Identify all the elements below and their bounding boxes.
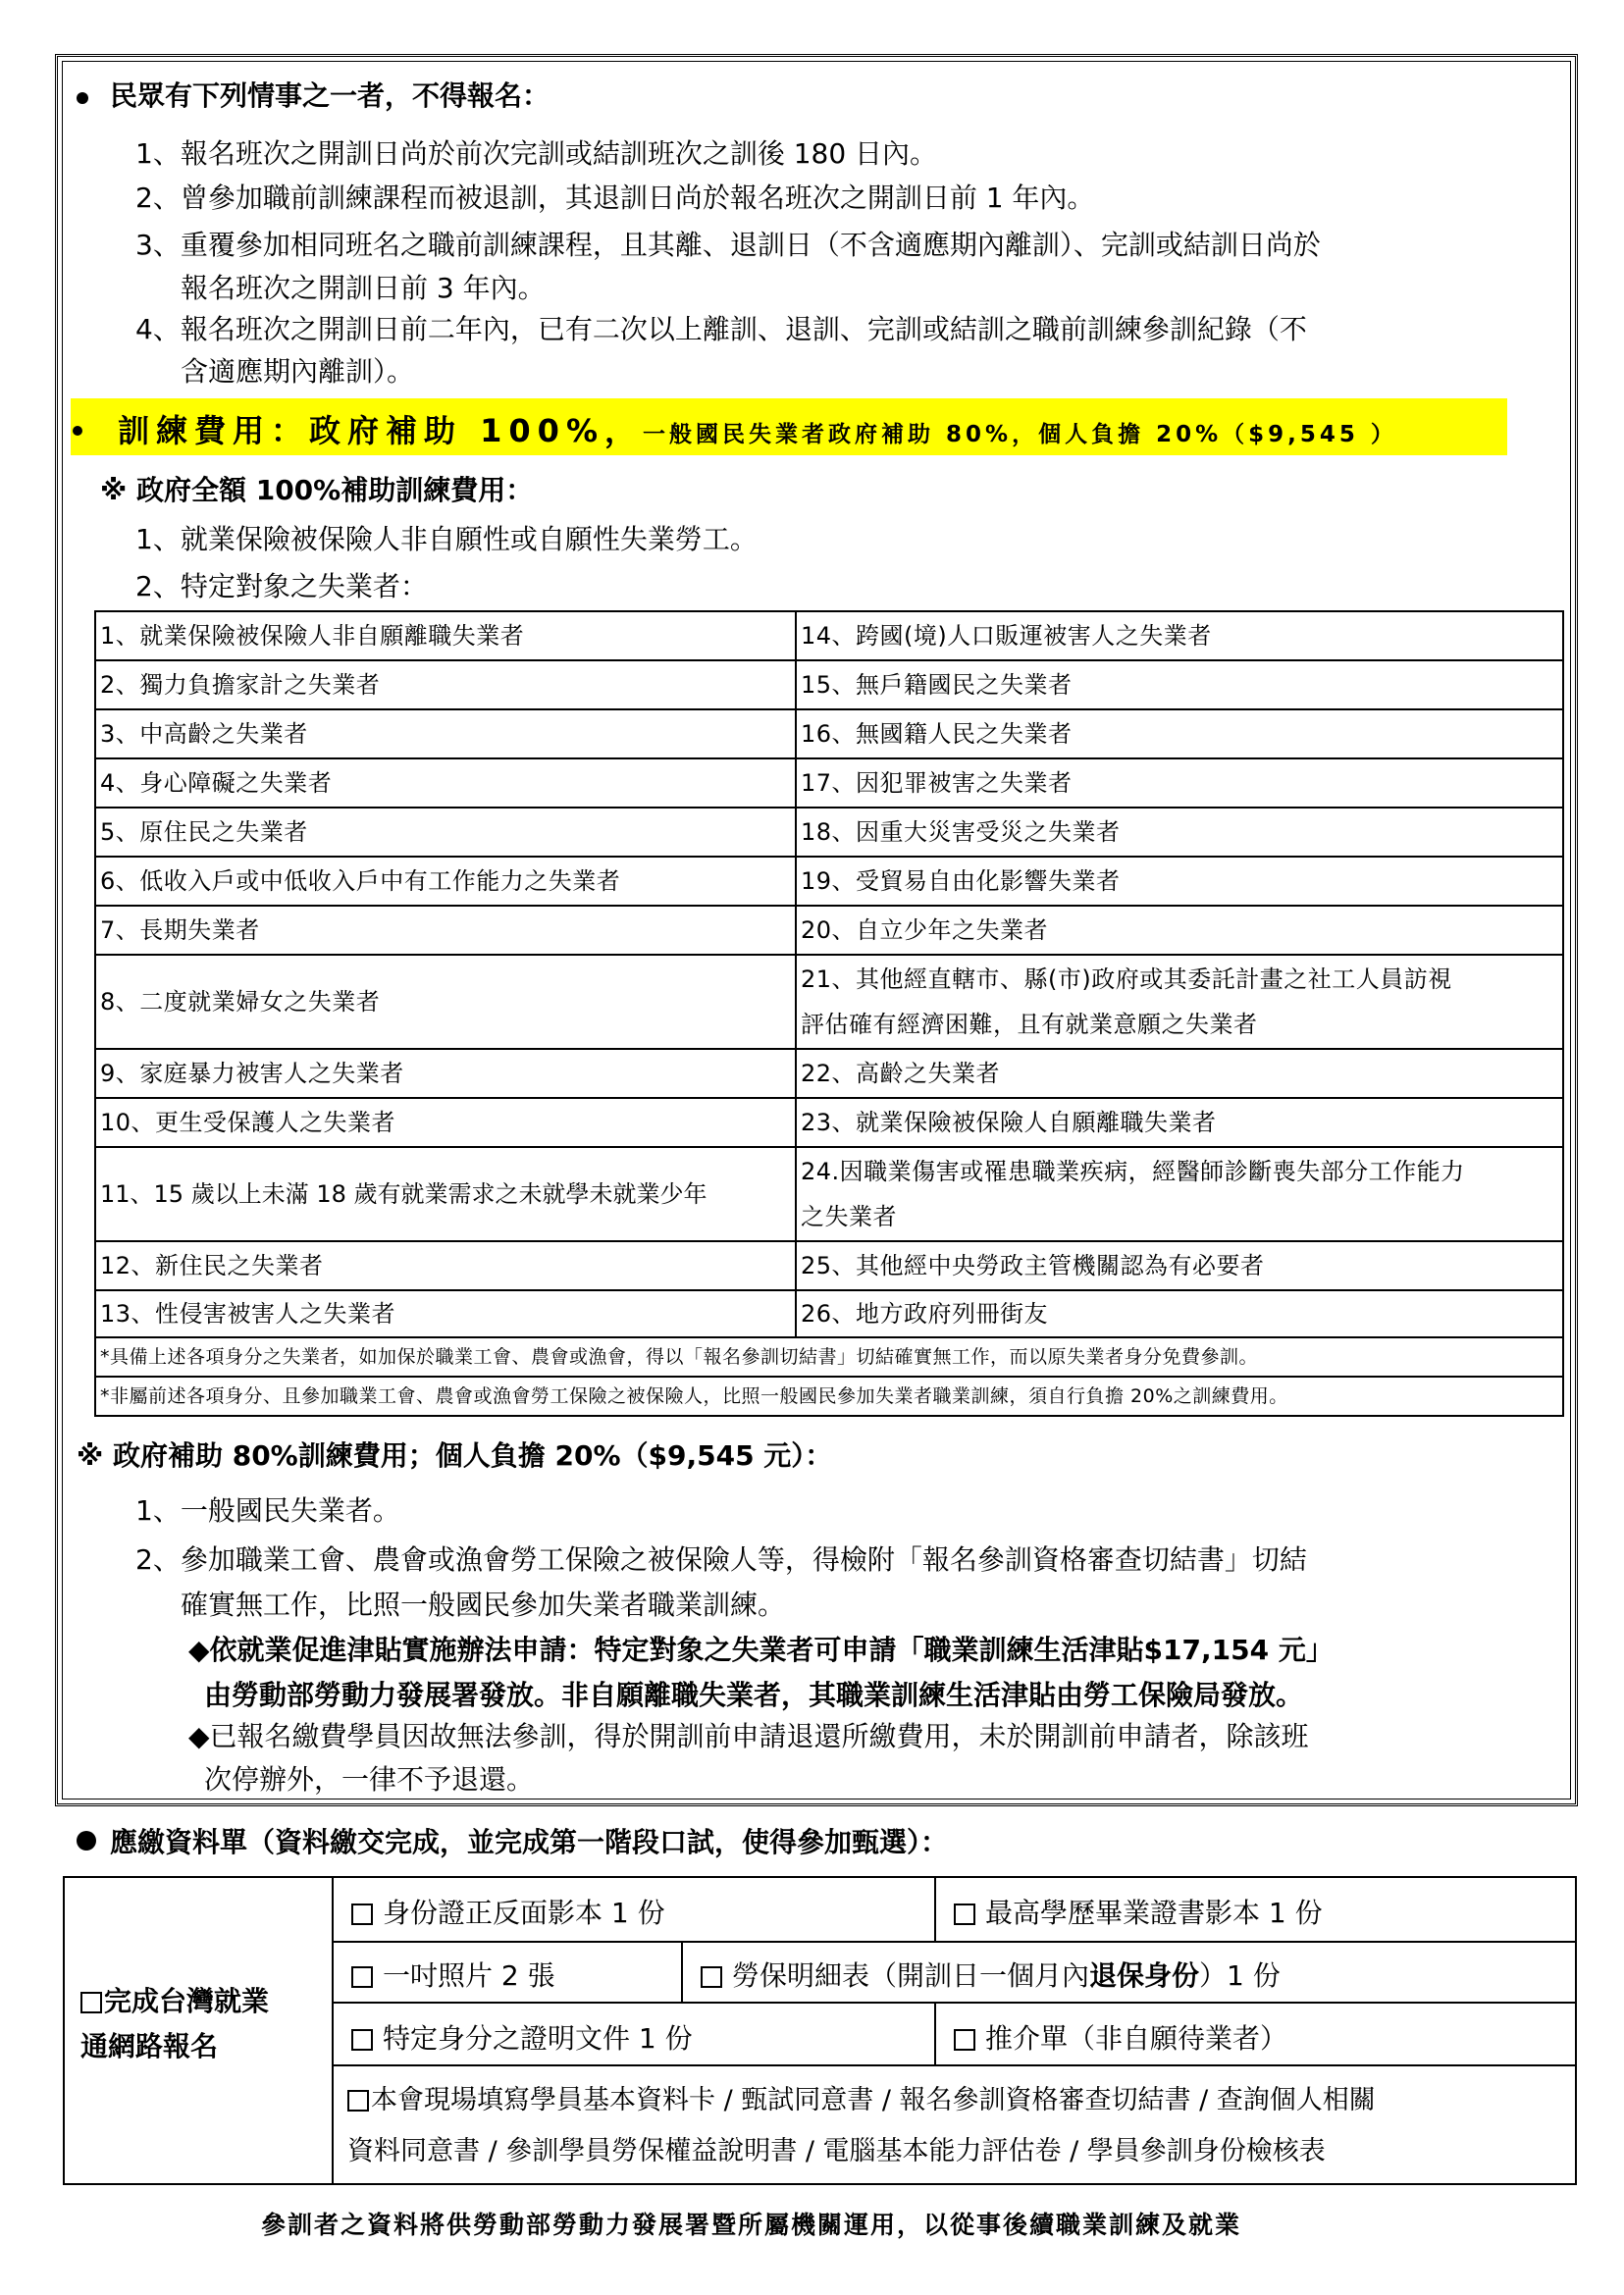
- table-cell: 4、身心障礙之失業者: [95, 758, 796, 808]
- table-cell: 7、長期失業者: [95, 906, 796, 955]
- checkbox-diploma[interactable]: [954, 1904, 975, 1925]
- doc-onsite-forms: 本會現場填寫學員基本資料卡 / 甄試同意書 / 報名參訓資格審查切結書 / 查詢個人相關: [347, 2078, 1376, 2116]
- checkbox-online-registration[interactable]: [80, 1992, 102, 2013]
- checkbox-onsite-forms[interactable]: [347, 2090, 369, 2112]
- table-row: [95, 857, 1563, 906]
- online-registration-cell: 完成台灣就業 通網路報名: [65, 1878, 334, 2183]
- restriction-item-cont: 含適應期內離訓）。: [181, 355, 415, 388]
- table-row: [95, 611, 1563, 660]
- partial-subsidy-heading: ※ 政府補助 80%訓練費用；個人負擔 20%（$9,545 元）：: [77, 1439, 833, 1472]
- checkbox-photo[interactable]: [351, 1966, 373, 1988]
- table-row: [95, 1290, 1563, 1337]
- table-cell: 10、更生受保護人之失業者: [95, 1098, 796, 1147]
- table-cell: 3、中高齡之失業者: [95, 709, 796, 758]
- table-cell: 1、就業保險被保險人非自願離職失業者: [95, 611, 796, 660]
- table-cell: 11、15 歲以上未滿 18 歲有就業需求之未就學未就業少年: [95, 1147, 796, 1241]
- doc-onsite-forms-cont: 資料同意書 / 參訓學員勞保權益說明書 / 電腦基本能力評估卷 / 學員參訓身份檢核表: [347, 2136, 1326, 2166]
- table-note-row: [95, 1337, 1563, 1377]
- partial-subsidy-item-cont: 確實無工作，比照一般國民參加失業者職業訓練。: [181, 1589, 786, 1621]
- table-note: *非屬前述各項身分、且參加職業工會、農會或漁會勞工保險之被保險人，比照一般國民參加失業者職業訓練，須自行負擔 20%之訓練費用。: [95, 1377, 1563, 1416]
- fee-line: [73, 406, 1397, 451]
- table-cell: 20、自立少年之失業者: [796, 906, 1563, 955]
- table-cell: 14、跨國(境)人口販運被害人之失業者: [796, 611, 1563, 660]
- table-cell: 24.因職業傷害或罹患職業疾病，經醫師診斷喪失部分工作能力 之失業者: [796, 1147, 1563, 1241]
- restriction-item-cont: 報名班次之開訓日前 3 年內。: [181, 272, 546, 304]
- table-cell: 17、因犯罪被害之失業者: [796, 758, 1563, 808]
- full-subsidy-item: 2、特定對象之失業者：: [135, 570, 428, 602]
- table-cell: 13、性侵害被害人之失業者: [95, 1290, 796, 1337]
- bullet-icon: [73, 426, 82, 436]
- table-row: [95, 1098, 1563, 1147]
- doc-diploma: 最高學歷畢業證書影本 1 份: [954, 1892, 1323, 1931]
- table-row: [95, 1147, 1563, 1241]
- checkbox-special-id[interactable]: [351, 2029, 373, 2051]
- refund-bullet: ◆已報名繳費學員因故無法參訓，得於開訓前申請退還所繳費用，未於開訓前申請者，除該班: [188, 1720, 1309, 1752]
- table-cell: 8、二度就業婦女之失業者: [95, 955, 796, 1049]
- restriction-item: 2、曾參加職前訓練課程而被退訓，其退訓日尚於報名班次之開訓日前 1 年內。: [135, 182, 1095, 214]
- checkbox-labor-insurance[interactable]: [701, 1966, 722, 1988]
- bullet-icon: [77, 1831, 96, 1851]
- table-cell: 19、受貿易自由化影響失業者: [796, 857, 1563, 906]
- table-row: [95, 758, 1563, 808]
- table-cell: 21、其他經直轄市、縣(市)政府或其委託計畫之社工人員訪視 評估確有經濟困難，且有就業意願之失業者: [796, 955, 1563, 1049]
- checkbox-id-copy[interactable]: [351, 1904, 373, 1925]
- documents-box: [63, 1876, 1577, 2185]
- doc-labor-insurance: 勞保明細表（開訓日一個月內退保身份）1 份: [701, 1955, 1281, 1994]
- table-cell: 25、其他經中央勞政主管機關認為有必要者: [796, 1241, 1563, 1290]
- doc-photo: 一吋照片 2 張: [351, 1955, 555, 1994]
- allowance-bullet: ◆依就業促進津貼實施辦法申請：特定對象之失業者可申請「職業訓練生活津貼$17,154 元」: [188, 1634, 1334, 1666]
- table-cell: 18、因重大災害受災之失業者: [796, 808, 1563, 857]
- fee-main: 訓練費用：政府補助 100%，: [118, 412, 644, 449]
- refund-bullet-cont: 次停辦外，一律不予退還。: [204, 1763, 535, 1796]
- restriction-item: 1、報名班次之開訓日尚於前次完訓或結訓班次之訓後 180 日內。: [135, 137, 938, 170]
- doc-id-copy: 身份證正反面影本 1 份: [351, 1892, 665, 1931]
- table-cell: 2、獨力負擔家計之失業者: [95, 660, 796, 709]
- table-row: [95, 709, 1563, 758]
- table-row: [95, 906, 1563, 955]
- table-cell: 16、無國籍人民之失業者: [796, 709, 1563, 758]
- table-row: [95, 1049, 1563, 1098]
- restriction-item: 4、報名班次之開訓日前二年內，已有二次以上離訓、退訓、完訓或結訓之職前訓練參訓紀錄（不: [135, 313, 1307, 345]
- table-row: [95, 1241, 1563, 1290]
- fee-detail: 一般國民失業者政府補助 80%，個人負擔 20%（$9,545 ）: [643, 422, 1397, 447]
- table-cell: 15、無戶籍國民之失業者: [796, 660, 1563, 709]
- table-cell: 5、原住民之失業者: [95, 808, 796, 857]
- restriction-item: 3、重覆參加相同班名之職前訓練課程，且其離、退訓日（不含適應期內離訓）、完訓或結訓日尚於: [135, 229, 1321, 261]
- table-note-row: [95, 1377, 1563, 1416]
- partial-subsidy-item: 2、參加職業工會、農會或漁會勞工保險之被保險人等，得檢附「報名參訓資格審查切結書」切結: [135, 1543, 1307, 1576]
- table-note: *具備上述各項身分之失業者，如加保於職業工會、農會或漁會，得以「報名參訓切結書」切結確實無工作，而以原失業者身分免費參訓。: [95, 1337, 1563, 1377]
- table-cell: 22、高齡之失業者: [796, 1049, 1563, 1098]
- table-row: [95, 660, 1563, 709]
- full-subsidy-heading: ※ 政府全額 100%補助訓練費用：: [100, 474, 534, 506]
- doc-special-id: 特定身分之證明文件 1 份: [351, 2017, 693, 2057]
- table-cell: 12、新住民之失業者: [95, 1241, 796, 1290]
- table-row: [95, 808, 1563, 857]
- table-cell: 9、家庭暴力被害人之失業者: [95, 1049, 796, 1098]
- allowance-bullet-cont: 由勞動部勞動力發展署發放。非自願離職失業者，其職業訓練生活津貼由勞工保險局發放。: [204, 1679, 1304, 1711]
- footer-note: 參訓者之資料將供勞動部勞動力發展署暨所屬機關運用，以從事後續職業訓練及就業: [261, 2211, 1242, 2239]
- documents-heading: 應繳資料單（資料繳交完成，並完成第一階段口試，使得參加甄選）：: [77, 1821, 948, 1860]
- bullet-icon: [77, 92, 88, 104]
- checkbox-referral[interactable]: [954, 2029, 975, 2051]
- full-subsidy-item: 1、就業保險被保險人非自願性或自願性失業勞工。: [135, 523, 758, 555]
- target-table: [94, 610, 1564, 1417]
- restriction-heading: 民眾有下列情事之一者，不得報名：: [77, 75, 550, 114]
- table-cell: 6、低收入戶或中低收入戶中有工作能力之失業者: [95, 857, 796, 906]
- doc-referral: 推介單（非自願待業者）: [954, 2017, 1287, 2057]
- table-cell: 23、就業保險被保險人自願離職失業者: [796, 1098, 1563, 1147]
- table-cell: 26、地方政府列冊街友: [796, 1290, 1563, 1337]
- table-row: [95, 955, 1563, 1049]
- partial-subsidy-item: 1、一般國民失業者。: [135, 1494, 400, 1527]
